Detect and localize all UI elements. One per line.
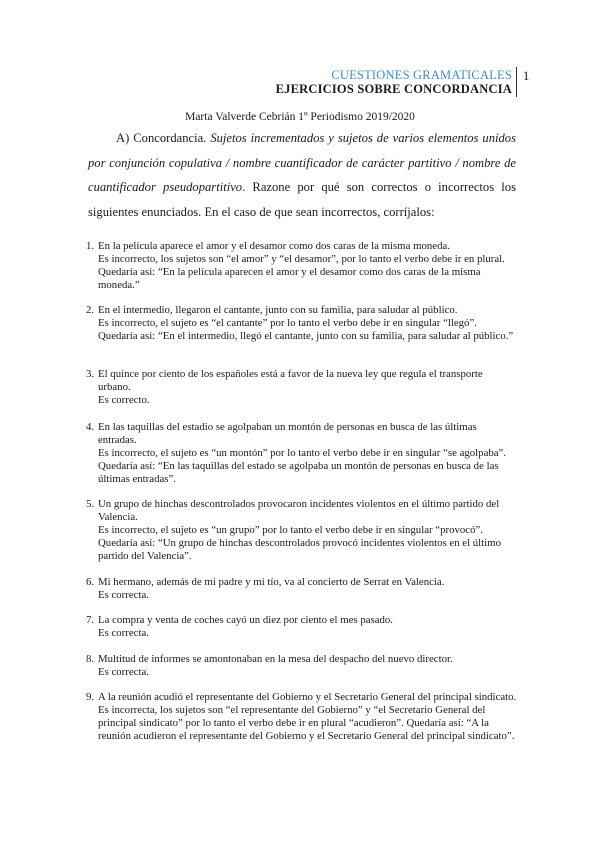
exercise-number: 9.: [86, 691, 95, 703]
exercise-statement: A la reunión acudió el representante del Gobierno y el Secretario General del principal sindicato.: [98, 691, 517, 703]
exercise-answer: Es incorrecta, los sujetos son “el representante del Gobierno” y “el Secretario General del principal sindicato” por lo tanto el verbo debe ir en plural “acudieron”. Quedaría así: “A la reunión acudieron el representante del Gobierno y el Secretario General del principal sindicato”.: [98, 704, 515, 742]
exercise-number: 3.: [86, 368, 95, 380]
header-subtitle: CUESTIONES GRAMATICALES: [331, 68, 512, 82]
exercise-answer: Es incorrecto, el sujeto es “un montón” por lo tanto el verbo debe ir en singular “se agolpaba”. Quedaría así: “En las taquillas del estado se agolpaba un montón de personas en busca de las últimas entradas”.: [98, 447, 507, 485]
exercise-statement: En las taquillas del estadio se agolpaban un montón de personas en busca de las últimas entradas.: [98, 421, 477, 446]
exercise-number: 1.: [86, 240, 95, 252]
exercise-answer: Es incorrecto, los sujetos son “el amor” y “el desamor”, por lo tanto el verbo debe ir en plural. Quedaría así: “En la película aparecen el amor y el desamor como dos caras de la misma moneda.”: [98, 253, 505, 291]
header-divider: [516, 67, 517, 97]
exercise-item: [86, 614, 518, 640]
exercise-item: [86, 368, 518, 407]
exercise-answer: Es incorrecto, el sujeto es “un grupo” por lo tanto el verbo debe ir en singular “provocó”. Quedaría así: “Un grupo de hinchas descontrolados provocó incidentes violentos en el último partido del Valencia”.: [98, 524, 501, 562]
exercise-statement: Un grupo de hinchas descontrolados provocaron incidentes violentos en el último partido del Valencia.: [98, 498, 500, 523]
exercise-statement: La compra y venta de coches cayó un diez por ciento el mes pasado.: [98, 614, 393, 626]
exercise-item: [86, 576, 518, 602]
exercise-item: [86, 304, 518, 343]
exercise-statement: En la película aparece el amor y el desamor como dos caras de la misma moneda.: [98, 240, 450, 252]
exercise-number: 2.: [86, 304, 95, 316]
document-header: [276, 68, 512, 97]
header-title: EJERCICIOS SOBRE CONCORDANCIA: [275, 82, 512, 96]
intro-label: A) Concordancia.: [116, 131, 207, 145]
exercise-answer: Es correcta.: [98, 627, 149, 639]
exercise-item: [86, 498, 518, 563]
intro-paragraph: [88, 126, 516, 224]
exercise-statement: Multitud de informes se amontonaban en la mesa del despacho del nuevo director.: [98, 653, 453, 665]
exercise-statement: Mi hermano, además de mi padre y mi tío, va al concierto de Serrat en Valencia.: [98, 576, 445, 588]
exercise-number: 4.: [86, 421, 95, 433]
exercise-number: 8.: [86, 653, 95, 665]
exercise-answer: Es incorrecto, el sujeto es “el cantante” por lo tanto el verbo debe ir en singular “llegó”. Quedaría así: “En el intermedio, llegó el cantante, junto con su familia, para saludar al público.”: [98, 317, 514, 342]
exercise-statement: En el intermedio, llegaron el cantante, junto con su familia, para saludar al público.: [98, 304, 458, 316]
exercise-answer: Es correcta.: [98, 666, 149, 678]
exercise-answer: Es correcto.: [98, 394, 150, 406]
exercise-number: 7.: [86, 614, 95, 626]
intro-rest-text: . Razone por qué son correctos o incorrectos los siguientes enunciados. En el caso de que sean incorrectos, corríjalos:: [88, 180, 516, 219]
page-number: 1: [523, 69, 530, 83]
intro-italic-text: Sujetos incrementados y sujetos de varios elementos unidos por conjunción copulativa / nombre cuantificador de carácter partitivo / nombre de cuantificador pseudopartitivo: [88, 131, 516, 195]
exercise-item: [86, 240, 518, 292]
exercise-number: 5.: [86, 498, 95, 510]
exercise-item: [86, 653, 518, 679]
exercise-number: 6.: [86, 576, 95, 588]
exercise-answer: Es correcta.: [98, 589, 149, 601]
exercise-item: [86, 691, 518, 743]
author-line: Marta Valverde Cebrián 1º Periodismo 2019/2020: [185, 111, 415, 123]
exercise-item: [86, 421, 518, 486]
exercise-statement: El quince por ciento de los españoles está a favor de la nueva ley que regula el transporte urbano.: [98, 368, 483, 393]
